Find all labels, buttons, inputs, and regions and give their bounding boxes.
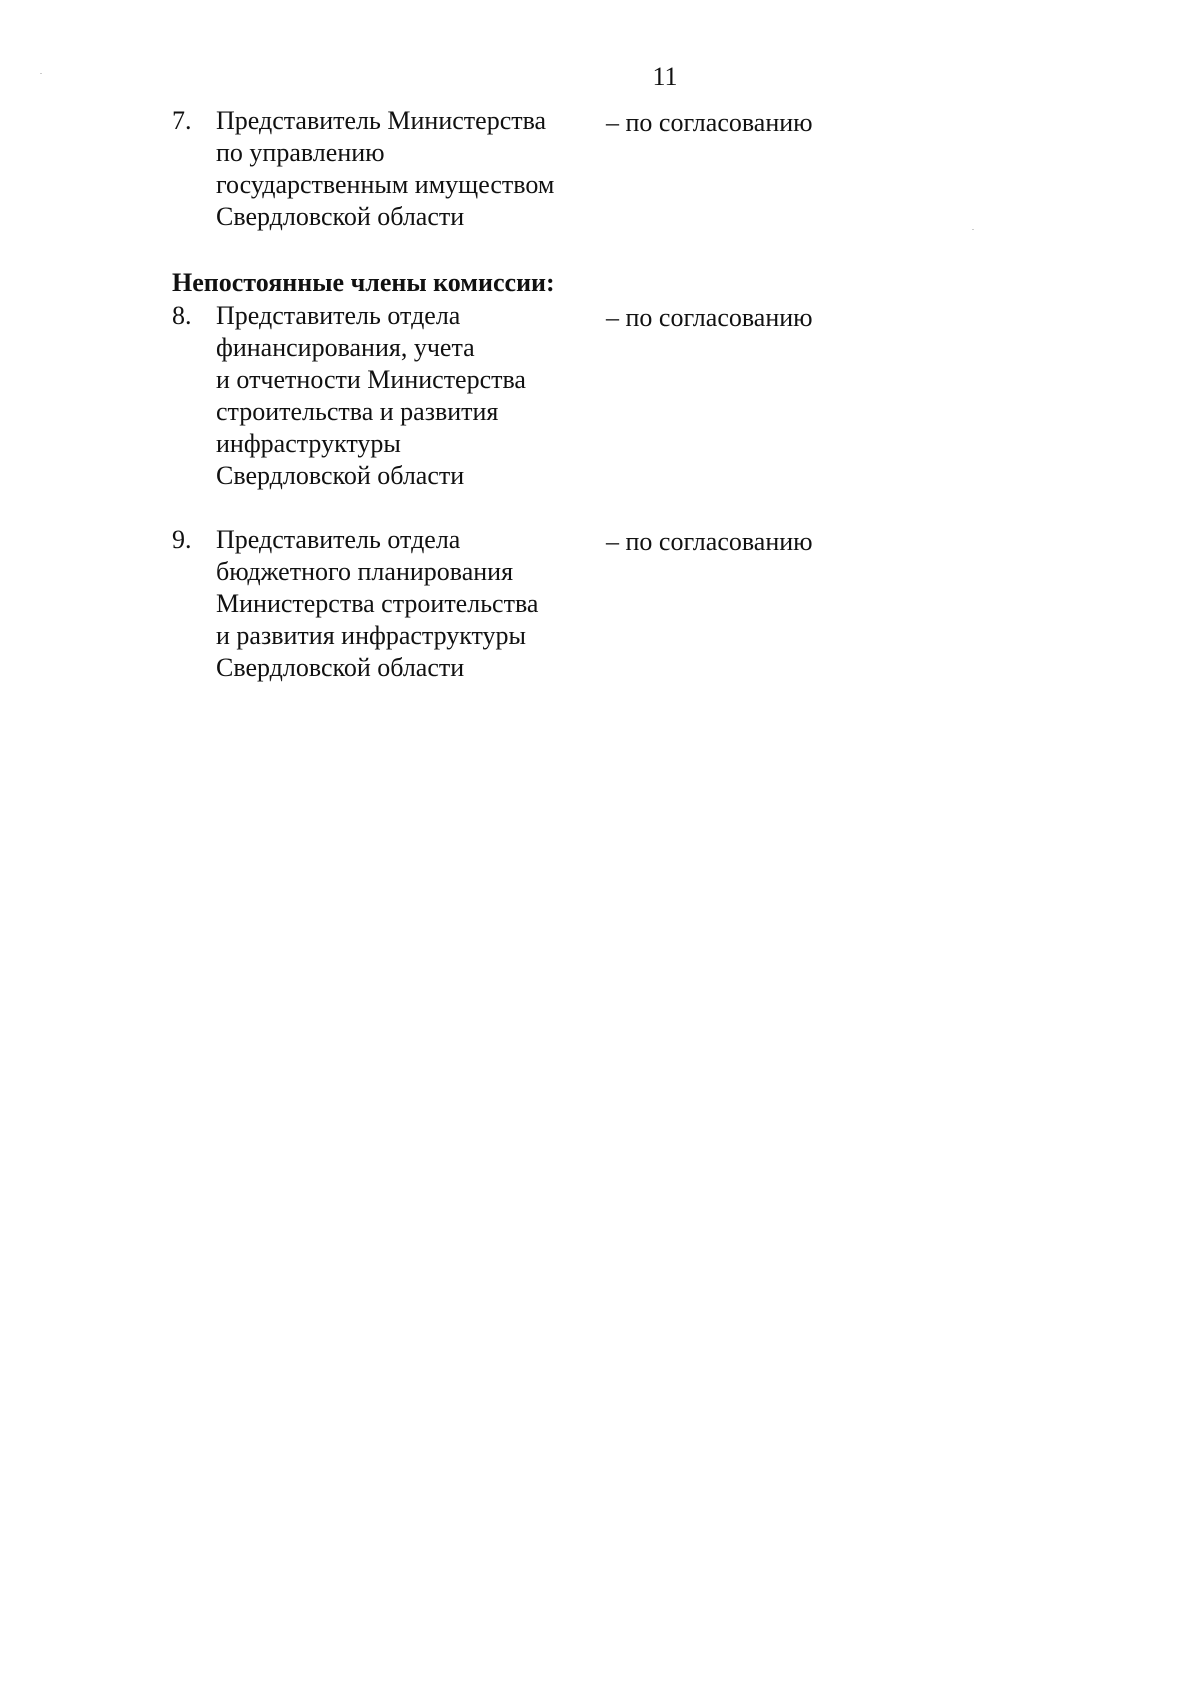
scan-speck [972, 229, 974, 230]
member-title-line: Министерства строительства [216, 589, 539, 618]
member-title [216, 105, 606, 233]
member-title-line: и отчетности Министерства [216, 365, 526, 394]
member-title-line: Свердловской области [216, 202, 465, 231]
member-title-line: Свердловской области [216, 461, 465, 490]
member-title-line: Представитель отдела [216, 525, 461, 554]
member-status: – по согласованию [606, 303, 813, 332]
member-number: 8. [172, 301, 192, 330]
member-title-line: бюджетного планирования [216, 557, 514, 586]
member-number: 9. [172, 525, 192, 554]
member-title [216, 524, 606, 684]
member-title-line: и развития инфраструктуры [216, 621, 527, 650]
page-number: 11 [652, 62, 678, 91]
member-title-line: инфраструктуры [216, 429, 401, 458]
member-title-line: по управлению [216, 138, 385, 167]
member-title-line: строительства и развития [216, 397, 499, 426]
member-status: – по согласованию [606, 527, 813, 556]
member-status: – по согласованию [606, 108, 813, 137]
member-title [216, 300, 606, 492]
member-title-line: Представитель отдела [216, 301, 461, 330]
member-number: 7. [172, 106, 192, 135]
member-title-line: финансирования, учета [216, 333, 475, 362]
scan-speck [40, 73, 42, 74]
member-title-line: Представитель Министерства [216, 106, 547, 135]
member-title-line: Свердловской области [216, 653, 465, 682]
section-heading-non-permanent-members: Непостоянные члены комиссии: [172, 268, 555, 297]
member-title-line: государственным имуществом [216, 170, 555, 199]
